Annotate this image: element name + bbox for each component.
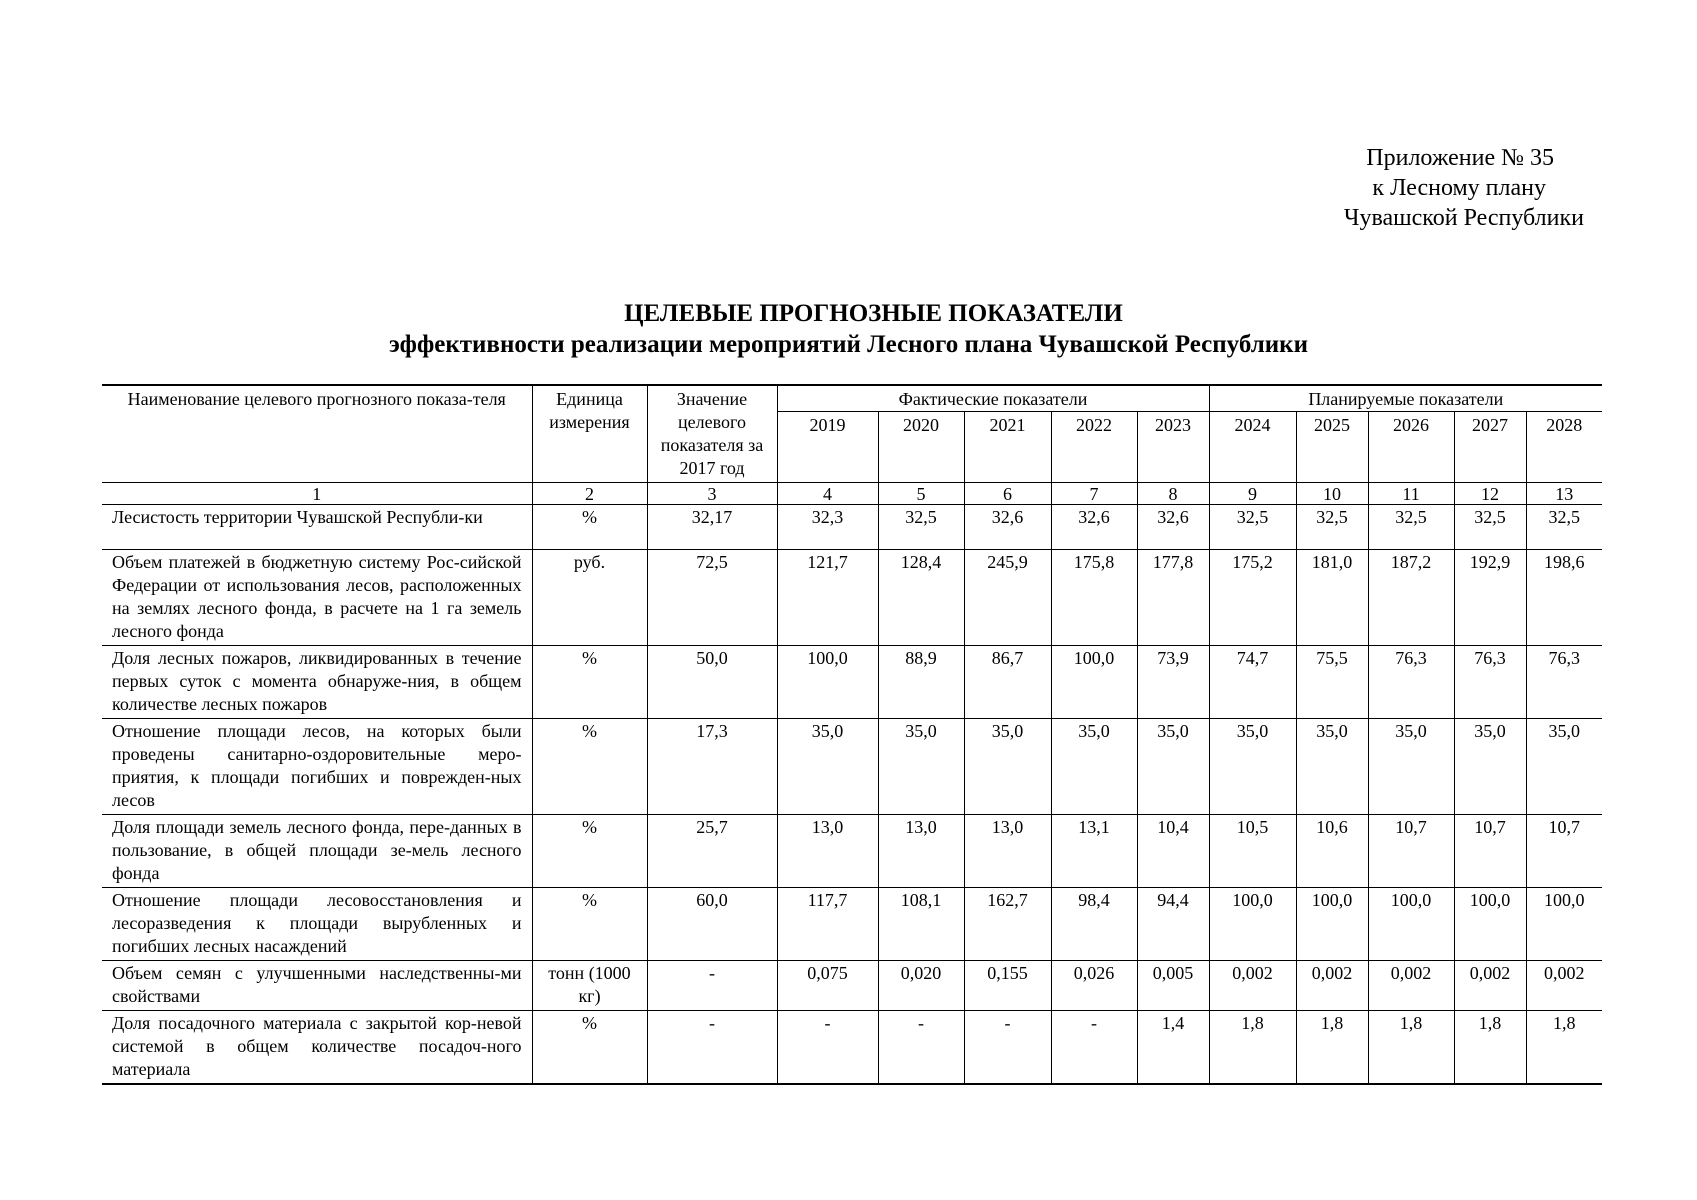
indicator-year-value: 0,002 bbox=[1296, 961, 1368, 1011]
column-numbers-row bbox=[102, 483, 1602, 505]
indicator-name: Отношение площади лесов, на которых были проведены санитарно-оздоровительные меро-приятия, к площади погибших и поврежден-ных лесов bbox=[102, 719, 532, 815]
indicator-year-value: 13,1 bbox=[1051, 815, 1137, 888]
indicator-year-value: 1,8 bbox=[1296, 1011, 1368, 1085]
header-year: 2024 bbox=[1209, 412, 1296, 483]
indicator-year-value: 86,7 bbox=[964, 646, 1051, 719]
indicator-year-value: - bbox=[878, 1011, 964, 1085]
indicator-year-value: 13,0 bbox=[878, 815, 964, 888]
indicator-year-value: 177,8 bbox=[1137, 550, 1209, 646]
table-row bbox=[102, 961, 1602, 1011]
indicator-year-value: 175,8 bbox=[1051, 550, 1137, 646]
indicator-year-value: 1,4 bbox=[1137, 1011, 1209, 1085]
table-row bbox=[102, 550, 1602, 646]
indicator-year-value: 35,0 bbox=[1454, 719, 1526, 815]
indicator-year-value: 108,1 bbox=[878, 888, 964, 961]
appendix-number: Приложение № 35 bbox=[1366, 145, 1554, 171]
indicator-year-value: 32,5 bbox=[1368, 505, 1454, 550]
indicator-year-value: 32,5 bbox=[878, 505, 964, 550]
indicator-year-value: 0,002 bbox=[1526, 961, 1602, 1011]
table-row bbox=[102, 1011, 1602, 1085]
indicator-year-value: 10,7 bbox=[1526, 815, 1602, 888]
indicator-year-value: 32,5 bbox=[1296, 505, 1368, 550]
title-main: ЦЕЛЕВЫЕ ПРОГНОЗНЫЕ ПОКАЗАТЕЛИ bbox=[624, 300, 1123, 327]
header-year: 2028 bbox=[1526, 412, 1602, 483]
indicator-unit: % bbox=[532, 505, 647, 550]
indicator-year-value: 32,5 bbox=[1209, 505, 1296, 550]
appendix-republic: Чувашской Республики bbox=[1343, 205, 1584, 231]
indicator-year-value: 94,4 bbox=[1137, 888, 1209, 961]
column-number: 13 bbox=[1526, 483, 1602, 505]
indicator-year-value: 0,002 bbox=[1368, 961, 1454, 1011]
header-planned-group: Планируемые показатели bbox=[1209, 385, 1602, 412]
indicator-unit: % bbox=[532, 719, 647, 815]
indicator-year-value: 35,0 bbox=[1209, 719, 1296, 815]
column-number: 11 bbox=[1368, 483, 1454, 505]
indicator-year-value: 73,9 bbox=[1137, 646, 1209, 719]
indicator-year-value: 0,155 bbox=[964, 961, 1051, 1011]
indicator-year-value: 35,0 bbox=[1051, 719, 1137, 815]
table-row bbox=[102, 646, 1602, 719]
table-row bbox=[102, 505, 1602, 550]
indicator-year-value: 35,0 bbox=[878, 719, 964, 815]
indicator-name: Доля площади земель лесного фонда, пере-данных в пользование, в общей площади зе-мель лесного фонда bbox=[102, 815, 532, 888]
table-row bbox=[102, 719, 1602, 815]
indicator-base-value: 25,7 bbox=[647, 815, 777, 888]
indicator-year-value: 181,0 bbox=[1296, 550, 1368, 646]
indicator-name: Лесистость территории Чувашской Республи-ки bbox=[102, 505, 532, 550]
indicator-base-value: 17,3 bbox=[647, 719, 777, 815]
indicator-year-value: 245,9 bbox=[964, 550, 1051, 646]
indicator-year-value: 32,6 bbox=[964, 505, 1051, 550]
indicator-name: Доля лесных пожаров, ликвидированных в течение первых суток с момента обнаруже-ния, в общем количестве лесных пожаров bbox=[102, 646, 532, 719]
indicator-year-value: 35,0 bbox=[1296, 719, 1368, 815]
header-row-groups bbox=[102, 385, 1602, 412]
indicator-unit: тонн (1000 кг) bbox=[532, 961, 647, 1011]
indicator-year-value: 32,6 bbox=[1137, 505, 1209, 550]
indicator-year-value: 35,0 bbox=[1137, 719, 1209, 815]
indicator-year-value: 10,6 bbox=[1296, 815, 1368, 888]
indicator-year-value: 100,0 bbox=[1209, 888, 1296, 961]
indicator-year-value: 88,9 bbox=[878, 646, 964, 719]
indicator-year-value: 35,0 bbox=[964, 719, 1051, 815]
indicator-base-value: 32,17 bbox=[647, 505, 777, 550]
indicator-year-value: 175,2 bbox=[1209, 550, 1296, 646]
indicator-year-value: 10,4 bbox=[1137, 815, 1209, 888]
indicator-year-value: 0,026 bbox=[1051, 961, 1137, 1011]
indicator-year-value: 1,8 bbox=[1209, 1011, 1296, 1085]
indicator-year-value: 117,7 bbox=[777, 888, 878, 961]
indicator-year-value: 100,0 bbox=[1051, 646, 1137, 719]
column-number: 8 bbox=[1137, 483, 1209, 505]
indicator-year-value: 100,0 bbox=[1454, 888, 1526, 961]
document-title bbox=[0, 298, 1697, 360]
header-year: 2023 bbox=[1137, 412, 1209, 483]
column-number: 9 bbox=[1209, 483, 1296, 505]
indicator-base-value: 72,5 bbox=[647, 550, 777, 646]
indicator-year-value: 35,0 bbox=[1526, 719, 1602, 815]
indicator-year-value: 35,0 bbox=[777, 719, 878, 815]
indicator-unit: руб. bbox=[532, 550, 647, 646]
indicator-name: Отношение площади лесовосстановления и лесоразведения к площади вырубленных и погибших лесных насаждений bbox=[102, 888, 532, 961]
appendix-plan-ref: к Лесному плану bbox=[1372, 175, 1546, 201]
column-number: 5 bbox=[878, 483, 964, 505]
indicator-year-value: 128,4 bbox=[878, 550, 964, 646]
table-row bbox=[102, 888, 1602, 961]
indicator-unit: % bbox=[532, 646, 647, 719]
indicator-year-value: - bbox=[964, 1011, 1051, 1085]
indicator-year-value: 1,8 bbox=[1526, 1011, 1602, 1085]
indicator-year-value: 1,8 bbox=[1368, 1011, 1454, 1085]
indicator-year-value: 10,7 bbox=[1454, 815, 1526, 888]
indicator-year-value: 1,8 bbox=[1454, 1011, 1526, 1085]
header-base-value: Значение целевого показателя за 2017 год bbox=[647, 385, 777, 483]
header-actual-group: Фактические показатели bbox=[777, 385, 1209, 412]
indicator-year-value: 0,005 bbox=[1137, 961, 1209, 1011]
indicator-year-value: 100,0 bbox=[1526, 888, 1602, 961]
indicator-base-value: 50,0 bbox=[647, 646, 777, 719]
indicator-base-value: - bbox=[647, 961, 777, 1011]
indicators-table bbox=[102, 384, 1602, 1085]
indicator-unit: % bbox=[532, 888, 647, 961]
indicator-year-value: 100,0 bbox=[1296, 888, 1368, 961]
header-year: 2019 bbox=[777, 412, 878, 483]
indicator-base-value: - bbox=[647, 1011, 777, 1085]
column-number: 4 bbox=[777, 483, 878, 505]
column-number: 2 bbox=[532, 483, 647, 505]
indicator-year-value: 0,002 bbox=[1209, 961, 1296, 1011]
indicator-unit: % bbox=[532, 815, 647, 888]
indicator-year-value: 76,3 bbox=[1368, 646, 1454, 719]
title-subtitle: эффективности реализации мероприятий Лесного плана Чувашской Республики bbox=[389, 331, 1308, 358]
indicator-year-value: 198,6 bbox=[1526, 550, 1602, 646]
indicator-base-value: 60,0 bbox=[647, 888, 777, 961]
indicator-year-value: - bbox=[777, 1011, 878, 1085]
column-number: 12 bbox=[1454, 483, 1526, 505]
indicator-name: Доля посадочного материала с закрытой кор-невой системой в общем количестве посадоч-ного материала bbox=[102, 1011, 532, 1085]
indicator-year-value: 32,6 bbox=[1051, 505, 1137, 550]
header-year: 2022 bbox=[1051, 412, 1137, 483]
column-number: 10 bbox=[1296, 483, 1368, 505]
header-year: 2026 bbox=[1368, 412, 1454, 483]
indicator-year-value: 0,002 bbox=[1454, 961, 1526, 1011]
indicator-year-value: 187,2 bbox=[1368, 550, 1454, 646]
column-number: 3 bbox=[647, 483, 777, 505]
header-year: 2025 bbox=[1296, 412, 1368, 483]
indicator-year-value: 32,5 bbox=[1454, 505, 1526, 550]
indicator-year-value: 121,7 bbox=[777, 550, 878, 646]
header-name: Наименование целевого прогнозного показа-теля bbox=[127, 389, 506, 409]
indicator-year-value: 100,0 bbox=[1368, 888, 1454, 961]
header-year: 2021 bbox=[964, 412, 1051, 483]
appendix-reference bbox=[1344, 143, 1584, 233]
table-row bbox=[102, 815, 1602, 888]
indicator-name: Объем семян с улучшенными наследственны-ми свойствами bbox=[102, 961, 532, 1011]
column-number: 7 bbox=[1051, 483, 1137, 505]
indicator-year-value: 10,5 bbox=[1209, 815, 1296, 888]
indicator-year-value: 0,075 bbox=[777, 961, 878, 1011]
indicator-year-value: 192,9 bbox=[1454, 550, 1526, 646]
header-year: 2020 bbox=[878, 412, 964, 483]
header-year: 2027 bbox=[1454, 412, 1526, 483]
indicator-year-value: 100,0 bbox=[777, 646, 878, 719]
indicator-year-value: 35,0 bbox=[1368, 719, 1454, 815]
indicator-year-value: 13,0 bbox=[777, 815, 878, 888]
indicator-year-value: 76,3 bbox=[1454, 646, 1526, 719]
indicator-year-value: 13,0 bbox=[964, 815, 1051, 888]
indicator-year-value: 75,5 bbox=[1296, 646, 1368, 719]
indicator-year-value: 74,7 bbox=[1209, 646, 1296, 719]
column-number: 6 bbox=[964, 483, 1051, 505]
indicator-year-value: 32,5 bbox=[1526, 505, 1602, 550]
column-number: 1 bbox=[102, 483, 532, 505]
indicator-year-value: 162,7 bbox=[964, 888, 1051, 961]
indicator-year-value: 10,7 bbox=[1368, 815, 1454, 888]
indicator-year-value: 98,4 bbox=[1051, 888, 1137, 961]
indicator-year-value: 32,3 bbox=[777, 505, 878, 550]
indicator-year-value: - bbox=[1051, 1011, 1137, 1085]
header-unit: Единица измерения bbox=[532, 385, 647, 483]
indicator-unit: % bbox=[532, 1011, 647, 1085]
indicator-name: Объем платежей в бюджетную систему Рос-сийской Федерации от использования лесов, расположенных на землях лесного фонда, в расчете на 1 га земель лесного фонда bbox=[102, 550, 532, 646]
indicator-year-value: 0,020 bbox=[878, 961, 964, 1011]
indicator-year-value: 76,3 bbox=[1526, 646, 1602, 719]
